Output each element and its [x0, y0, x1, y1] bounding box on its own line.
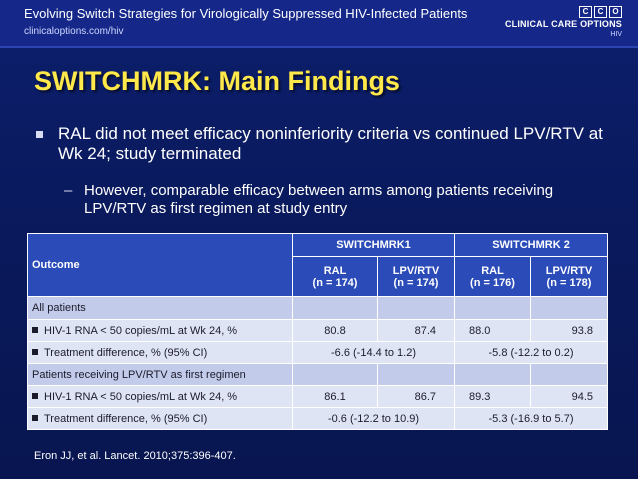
square-bullet-icon: [32, 393, 38, 399]
table-cell: -6.6 (-14.4 to 1.2): [293, 342, 455, 364]
dash-bullet-icon: –: [64, 182, 73, 199]
table-cell: 80.8: [293, 320, 378, 342]
group-header-switchmrk1: SWITCHMRK1: [293, 234, 455, 257]
results-table: [27, 233, 608, 430]
table-cell: -5.3 (-16.9 to 5.7): [455, 408, 608, 430]
arm-header: [531, 257, 608, 297]
header-title: Evolving Switch Strategies for Virologically Suppressed HIV-Infected Patients: [24, 6, 468, 21]
table-cell: [455, 297, 531, 320]
bullet-sub-text: However, comparable efficacy between arms among patients receiving LPV/RTV as first regimen at study entry: [84, 182, 554, 217]
table-section-row: [28, 297, 608, 320]
bullet-main: [36, 124, 616, 164]
arm-header: [378, 257, 455, 297]
arm-drug: RAL: [323, 264, 347, 277]
logo-icon: [579, 6, 622, 18]
table-cell: [378, 297, 455, 320]
table-row: [28, 386, 608, 408]
table-cell: -5.8 (-12.2 to 0.2): [455, 342, 608, 364]
header-divider: [0, 46, 638, 48]
logo-subtext: HIV: [610, 31, 622, 38]
row-label-text: HIV-1 RNA < 50 copies/mL at Wk 24, %: [44, 324, 238, 337]
table-cell: 88.0: [455, 320, 531, 342]
arm-n: (n = 176): [470, 276, 515, 289]
section-label: All patients: [28, 297, 293, 320]
table-cell: -0.6 (-12.2 to 10.9): [293, 408, 455, 430]
bullet-sub: [64, 182, 604, 218]
table-cell: [378, 364, 455, 386]
table-cell: 93.8: [531, 320, 608, 342]
arm-n: (n = 174): [393, 276, 439, 289]
logo-text: CLINICAL CARE OPTIONS: [504, 19, 622, 29]
slide-title: SWITCHMRK: Main Findings: [34, 66, 400, 96]
table-cell: 94.5: [531, 386, 608, 408]
table-section-row: [28, 364, 608, 386]
row-label-text: HIV-1 RNA < 50 copies/mL at Wk 24, %: [44, 390, 238, 403]
header-bar: [0, 0, 638, 46]
row-label-text: Treatment difference, % (95% CI): [44, 412, 208, 425]
square-bullet-icon: [36, 131, 43, 138]
table-cell: 86.7: [378, 386, 455, 408]
arm-header: [293, 257, 378, 297]
arm-drug: RAL: [481, 264, 504, 277]
bullet-main-text: RAL did not meet efficacy noninferiority criteria vs continued LPV/RTV at Wk 24; study terminated: [58, 124, 603, 163]
section-label: Patients receiving LPV/RTV as first regimen: [28, 364, 293, 386]
arm-n: (n = 174): [312, 276, 358, 289]
table-cell: [531, 364, 608, 386]
square-bullet-icon: [32, 349, 38, 355]
reference-citation: Eron JJ, et al. Lancet. 2010;375:396-407.: [34, 450, 236, 462]
row-label: [28, 386, 293, 408]
logo-box: C: [579, 6, 592, 18]
table-cell: 87.4: [378, 320, 455, 342]
header-url: clinicaloptions.com/hiv: [24, 26, 124, 37]
square-bullet-icon: [32, 327, 38, 333]
arm-n: (n = 178): [546, 276, 592, 289]
table-header-row: [28, 234, 608, 257]
table-row: [28, 408, 608, 430]
arm-drug: LPV/RTV: [545, 264, 593, 277]
square-bullet-icon: [32, 415, 38, 421]
table-row: [28, 342, 608, 364]
table-cell: [455, 364, 531, 386]
row-label-text: Treatment difference, % (95% CI): [44, 346, 208, 359]
logo-box: C: [594, 6, 607, 18]
arm-drug: LPV/RTV: [392, 264, 440, 277]
table-cell: 86.1: [293, 386, 378, 408]
row-label: [28, 342, 293, 364]
row-label: [28, 320, 293, 342]
arm-header: [455, 257, 531, 297]
group-header-switchmrk2: SWITCHMRK 2: [455, 234, 608, 257]
table-cell: [531, 297, 608, 320]
outcome-header: Outcome: [28, 234, 293, 297]
table-cell: [293, 297, 378, 320]
logo-box: O: [609, 6, 622, 18]
row-label: [28, 408, 293, 430]
clinical-care-options-logo: [504, 6, 622, 40]
table-row: [28, 320, 608, 342]
table-cell: [293, 364, 378, 386]
table-cell: 89.3: [455, 386, 531, 408]
